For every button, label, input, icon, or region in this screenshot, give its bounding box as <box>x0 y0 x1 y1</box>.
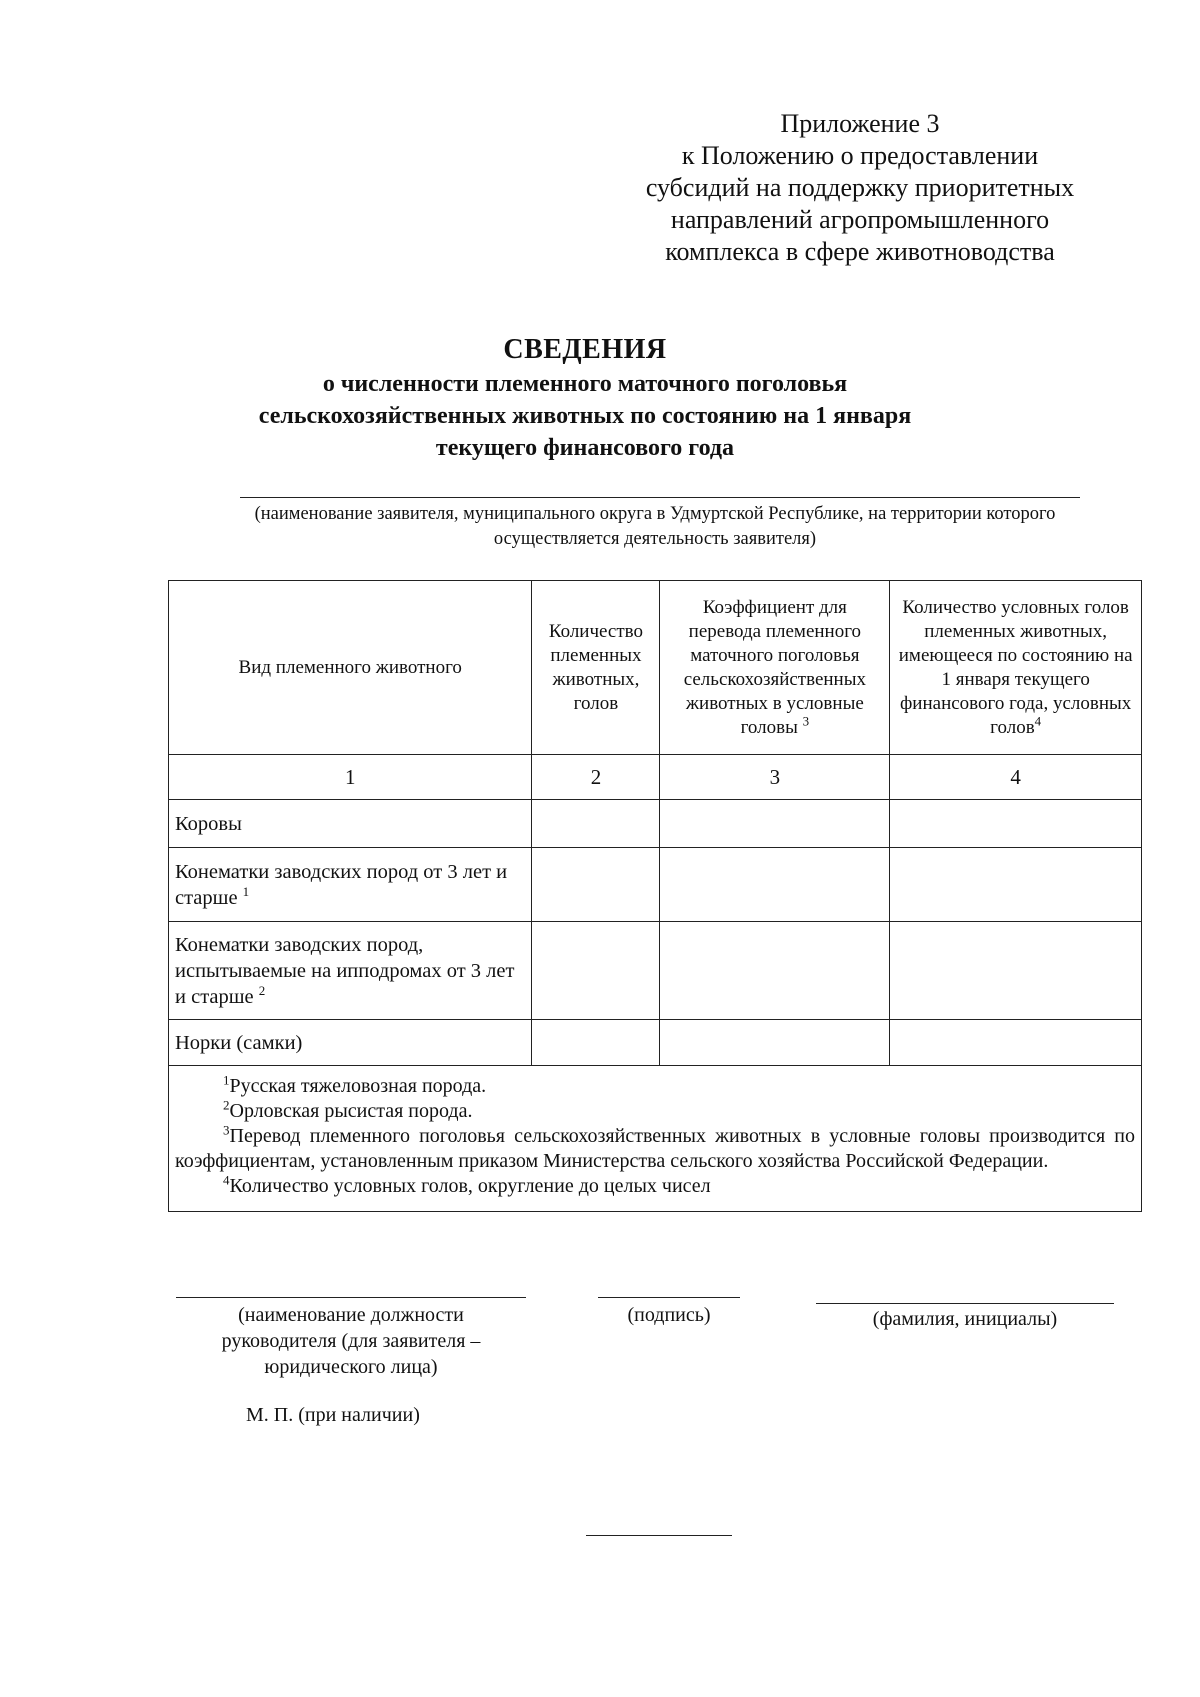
column-number: 4 <box>890 755 1142 800</box>
coefficient-cell[interactable] <box>660 922 890 1020</box>
name-signature-line[interactable] <box>816 1303 1114 1304</box>
row-label: Конематки заводских пород от 3 лет и старше $^1$ <box>169 848 532 922</box>
annex-line: к Положению о предоставлении <box>681 141 1039 170</box>
column-number: 3 <box>660 755 890 800</box>
applicant-caption <box>160 502 1150 552</box>
position-signature-line[interactable] <box>176 1297 526 1298</box>
header-conditional-heads: Количество условных голов племенных животных, имеющееся по состоянию на 1 января текущего финансового года, условных голов$^4$ <box>890 581 1142 755</box>
position-caption: (наименование должности руководителя (для заявителя – юридического лица) <box>221 1304 481 1378</box>
footnote: $^1$Русская тяжеловозная порода. <box>223 1072 487 1097</box>
coefficient-cell[interactable] <box>660 1020 890 1066</box>
signature-line[interactable] <box>598 1297 740 1298</box>
header-coefficient: Коэффициент для перевода племенного маточного поголовья сельскохозяйственных животных в условные головы $^3$ <box>660 581 890 755</box>
applicant-caption-line: (наименование заявителя, муниципального округа в Удмуртской Республике, на территории которого <box>254 504 1056 524</box>
signature-caption: (подпись) <box>627 1304 711 1326</box>
title-line: текущего финансового года <box>435 435 735 461</box>
footnote: $^4$Количество условных голов, округление до целых чисел <box>223 1172 711 1197</box>
document-title <box>160 332 1010 464</box>
table-row <box>169 848 1142 922</box>
row-label: Коровы <box>169 800 532 848</box>
table-row <box>169 1020 1142 1066</box>
column-number: 2 <box>532 755 660 800</box>
footnotes <box>169 1066 1142 1212</box>
title-main: СВЕДЕНИЯ <box>503 334 667 365</box>
header-animal-type: Вид племенного животного <box>169 581 532 755</box>
stamp-label: М. П. (при наличии) <box>246 1404 420 1426</box>
coefficient-cell[interactable] <box>660 800 890 848</box>
footnote: $^3$Перевод племенного поголовья сельскохозяйственных животных в условные головы производится по коэффициентам, установленным приказом Министерства сельского хозяйства Российской Федерации. <box>175 1122 1135 1172</box>
title-line: сельскохозяйственных животных по состоянию на 1 января <box>258 403 912 429</box>
annex-line: Приложение 3 <box>780 109 940 138</box>
header-count: Количество племенных животных, голов <box>532 581 660 755</box>
table-header-row <box>169 581 1142 755</box>
conditional-heads-cell[interactable] <box>890 1020 1142 1066</box>
row-label: Конематки заводских пород, испытываемые на ипподромах от 3 лет и старше $^2$ <box>169 922 532 1020</box>
table-row <box>169 800 1142 848</box>
footnote: $^2$Орловская рысистая порода. <box>223 1097 473 1122</box>
conditional-heads-cell[interactable] <box>890 922 1142 1020</box>
footnotes-row <box>169 1066 1142 1212</box>
title-line: о численности племенного маточного поголовья <box>322 371 848 397</box>
count-cell[interactable] <box>532 848 660 922</box>
name-caption: (фамилия, инициалы) <box>872 1308 1058 1330</box>
annex-line: комплекса в сфере животноводства <box>665 237 1055 266</box>
livestock-table <box>168 580 1142 1212</box>
table-row <box>169 922 1142 1020</box>
count-cell[interactable] <box>532 922 660 1020</box>
bottom-divider <box>586 1535 732 1536</box>
applicant-name-field[interactable] <box>240 497 1080 498</box>
annex-line: направлений агропромышленного <box>670 205 1050 234</box>
count-cell[interactable] <box>532 800 660 848</box>
conditional-heads-cell[interactable] <box>890 800 1142 848</box>
annex-header <box>600 108 1120 268</box>
annex-line: субсидий на поддержку приоритетных <box>645 173 1075 202</box>
column-number: 1 <box>169 755 532 800</box>
count-cell[interactable] <box>532 1020 660 1066</box>
column-number-row <box>169 755 1142 800</box>
conditional-heads-cell[interactable] <box>890 848 1142 922</box>
coefficient-cell[interactable] <box>660 848 890 922</box>
applicant-caption-line: осуществляется деятельность заявителя) <box>493 529 817 549</box>
row-label: Норки (самки) <box>169 1020 532 1066</box>
